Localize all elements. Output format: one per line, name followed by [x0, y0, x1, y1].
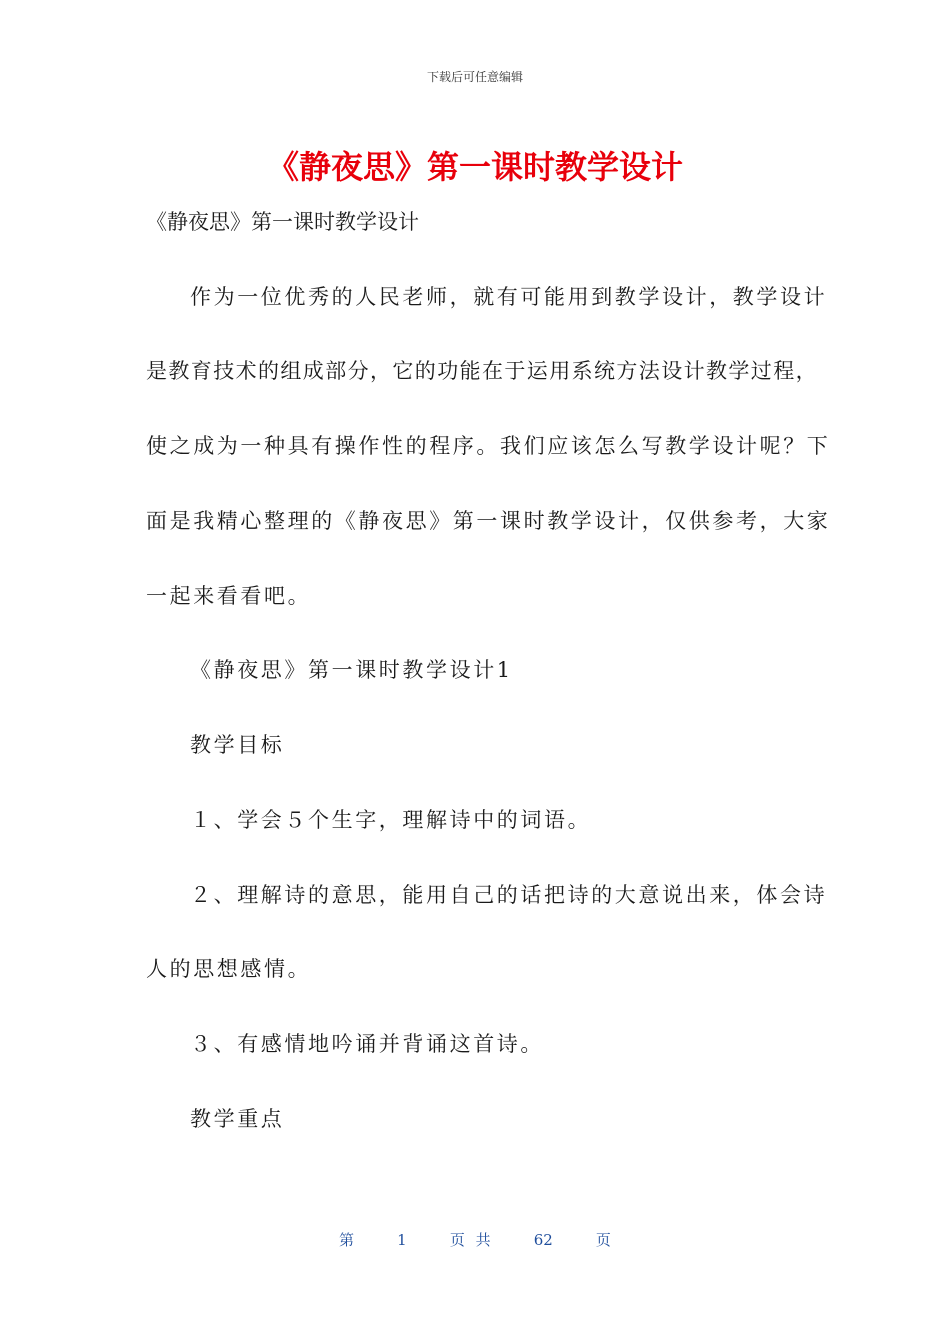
header-note: 下载后可任意编辑 [426, 70, 523, 84]
footer-middle: 页 共 [449, 1231, 491, 1249]
paragraph-line: 作为一位优秀的人民老师，就有可能用到教学设计，教学设计 [190, 285, 828, 309]
paragraph-line: 是教育技术的组成部分，它的功能在于运用系统方法设计教学过程， [146, 359, 818, 383]
section-heading: 教学重点 [190, 1107, 285, 1131]
footer-suffix: 页 [595, 1231, 611, 1249]
page-footer [0, 1229, 950, 1250]
subtitle-line: 《静夜思》第一课时教学设计 [146, 210, 419, 234]
section-heading: 《静夜思》第一课时教学设计1 [190, 658, 513, 682]
list-item: ２、理解诗的意思，能用自己的话把诗的大意说出来，体会诗 [190, 883, 828, 907]
list-item: ３、有感情地吟诵并背诵这首诗。 [190, 1032, 544, 1056]
list-item: １、学会５个生字，理解诗中的词语。 [190, 808, 592, 832]
section-heading: 教学目标 [190, 733, 285, 757]
footer-total-pages: 62 [533, 1231, 553, 1249]
footer-page-number: 1 [397, 1231, 407, 1249]
list-item-continuation: 人的思想感情。 [146, 957, 312, 981]
document-title: 《静夜思》第一课时教学设计 [266, 148, 683, 186]
paragraph-line: 面是我精心整理的《静夜思》第一课时教学设计，仅供参考，大家 [146, 509, 831, 533]
paragraph-line: 使之成为一种具有操作性的程序。我们应该怎么写教学设计呢？下 [146, 434, 831, 458]
paragraph-line: 一起来看看吧。 [146, 584, 312, 608]
footer-prefix: 第 [339, 1231, 355, 1249]
